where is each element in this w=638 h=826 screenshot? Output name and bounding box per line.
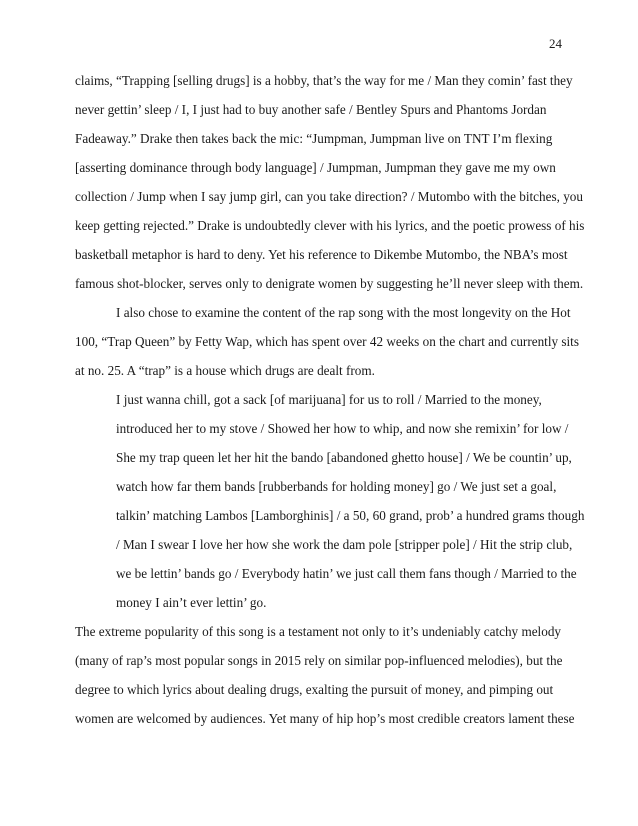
block-quote-line: I just wanna chill, got a sack [of marijuana] for us to roll / Married to the money, xyxy=(116,392,542,407)
paragraph-line: The extreme popularity of this song is a testament not only to it’s undeniably catchy melody xyxy=(75,624,562,639)
paragraph-line: I also chose to examine the content of the rap song with the most longevity on the Hot xyxy=(116,305,571,320)
paragraph-line: degree to which lyrics about dealing drugs, exalting the pursuit of money, and pimping out xyxy=(75,682,554,697)
paragraph-line: collection / Jump when I say jump girl, can you take direction? / Mutombo with the bitches, you xyxy=(75,189,583,204)
paragraph-line: women are welcomed by audiences. Yet many of hip hop’s most credible creators lament these xyxy=(75,711,575,726)
block-quote-line: money I ain’t ever lettin’ go. xyxy=(116,595,267,610)
paragraph-line: claims, “Trapping [selling drugs] is a hobby, that’s the way for me / Man they comin’ fast they xyxy=(75,73,573,88)
block-quote-line: introduced her to my stove / Showed her how to whip, and now she remixin’ for low / xyxy=(116,421,569,436)
block-quote-line: we be lettin’ bands go / Everybody hatin’ we just call them fans though / Married to the xyxy=(116,566,577,581)
block-quote-line: talkin’ matching Lambos [Lamborghinis] / a 50, 60 grand, prob’ a hundred grams though xyxy=(116,508,585,523)
paragraph-line: Fadeaway.” Drake then takes back the mic: “Jumpman, Jumpman live on TNT I’m flexing xyxy=(75,131,553,146)
page-number: 24 xyxy=(549,36,562,51)
paragraph-line: keep getting rejected.” Drake is undoubtedly clever with his lyrics, and the poetic prowess of his xyxy=(75,218,585,233)
paragraph-line: 100, “Trap Queen” by Fetty Wap, which has spent over 42 weeks on the chart and currently sits xyxy=(75,334,579,349)
paragraph-line: famous shot-blocker, serves only to denigrate women by suggesting he’ll never sleep with them. xyxy=(75,276,584,291)
block-quote-line: watch how far them bands [rubberbands for holding money] go / We just set a goal, xyxy=(116,479,557,494)
paragraph-line: at no. 25. A “trap” is a house which drugs are dealt from. xyxy=(75,363,375,378)
block-quote-line: / Man I swear I love her how she work the dam pole [stripper pole] / Hit the strip club, xyxy=(116,537,573,552)
paragraph-line: basketball metaphor is hard to deny. Yet his reference to Dikembe Mutombo, the NBA’s most xyxy=(75,247,568,262)
paragraph-line: never gettin’ sleep / I, I just had to buy another safe / Bentley Spurs and Phantoms Jordan xyxy=(75,102,547,117)
paragraph-line: [asserting dominance through body language] / Jumpman, Jumpman they gave me my own xyxy=(75,160,556,175)
paragraph-line: (many of rap’s most popular songs in 2015 rely on similar pop-influenced melodies), but the xyxy=(75,653,563,668)
block-quote-line: She my trap queen let her hit the bando [abandoned ghetto house] / We be countin’ up, xyxy=(116,450,572,465)
